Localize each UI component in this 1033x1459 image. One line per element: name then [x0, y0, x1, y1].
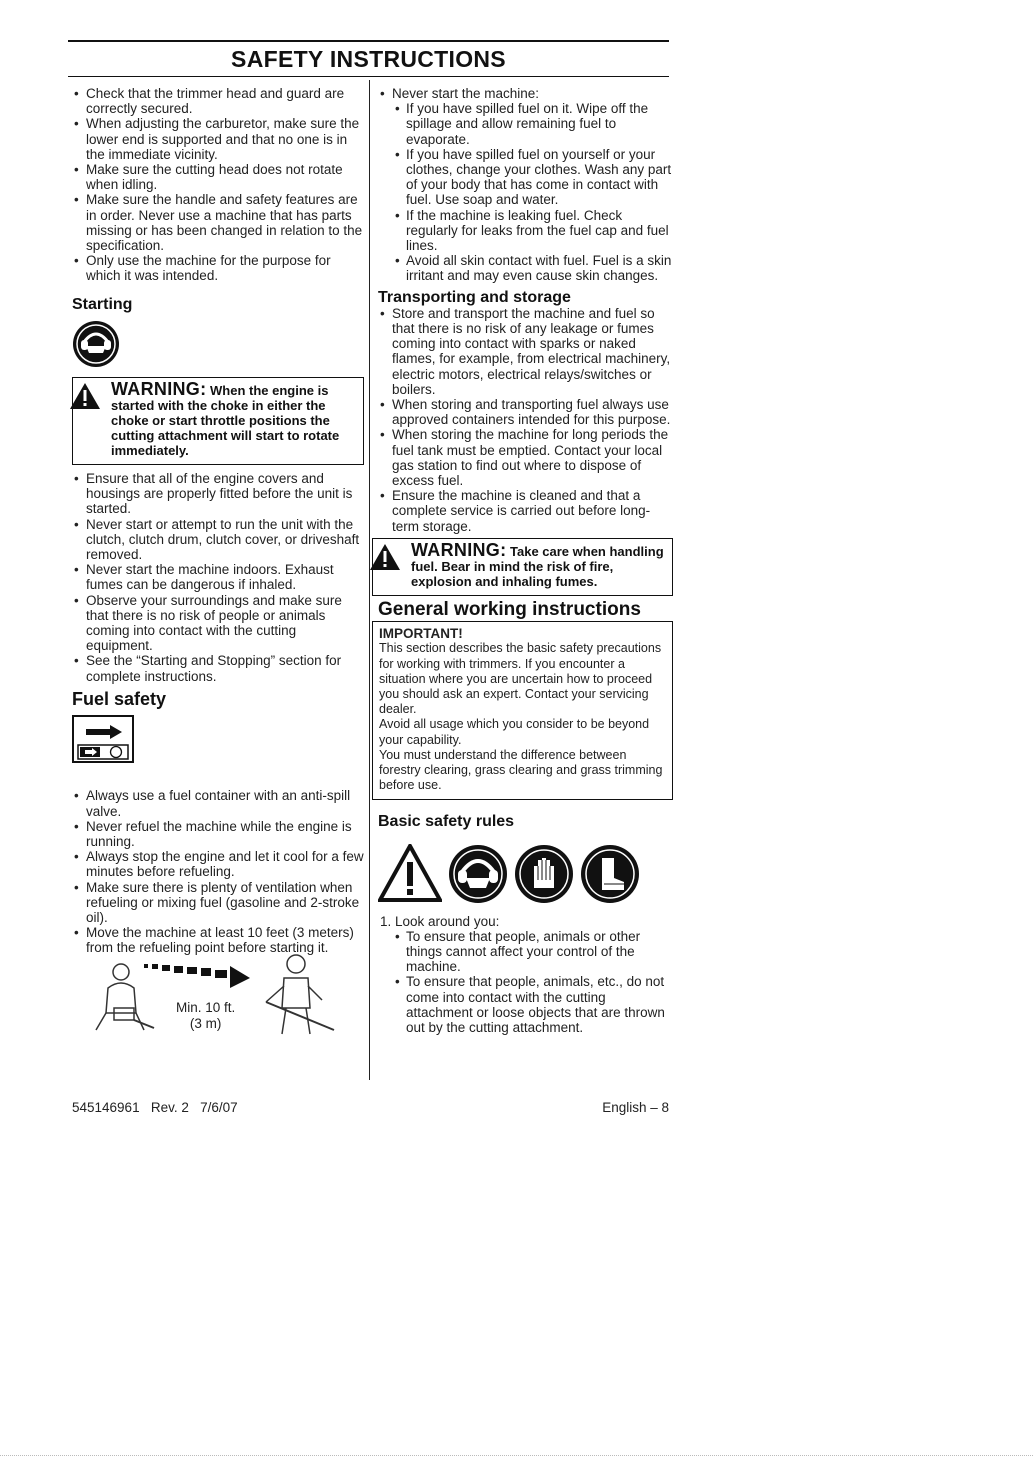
- list-item: • Make sure the handle and safety features are in order. Never use a machine that has parts missing or has been changed in relation to the specification.: [72, 192, 364, 253]
- warning-triangle-icon: [69, 382, 101, 410]
- list-item: • When storing and transporting fuel always use approved containers intended for this purpose.: [378, 397, 673, 427]
- ear-eye-protection-icon: [72, 320, 120, 368]
- refuel-distance-illustration: [72, 950, 364, 1040]
- basic-safety-heading: Basic safety rules: [378, 813, 515, 831]
- list-item: • Observe your surroundings and make sure that there is no risk of people or animals coming into contact with the cutting equipment.: [72, 593, 364, 654]
- distance-meters: (3 m): [189, 1015, 222, 1031]
- distance-label: [176, 1000, 235, 1032]
- header-bottom-rule: [68, 76, 669, 77]
- trimmer-operator-icon: [256, 950, 336, 1038]
- list-item: • When adjusting the carburetor, make sure the lower end is supported and that no one is in the immediate vicinity.: [72, 116, 364, 162]
- list-item: • See the “Starting and Stopping” section for complete instructions.: [72, 653, 364, 683]
- list-item: • When storing the machine for long periods the fuel tank must be emptied. Contact your local gas station to find out where to dispose of excess fuel.: [378, 427, 673, 488]
- list-item: • Move the machine at least 10 feet (3 meters) from the refueling point before starting it.: [72, 925, 364, 955]
- list-item: • Ensure that all of the engine covers and housings are properly fitted before the unit is started.: [72, 471, 364, 517]
- warning-triangle-icon: [378, 844, 442, 902]
- list-item: • Make sure there is plenty of ventilation when refueling or mixing fuel (gasoline and 2-stroke oil).: [72, 880, 364, 926]
- list-item: • Never refuel the machine while the engine is running.: [72, 819, 364, 849]
- never-start-sublist: [378, 101, 673, 283]
- basic-safety-icons: [378, 844, 673, 904]
- list-item: • If you have spilled fuel on it. Wipe off the spillage and allow remaining fuel to evaporate.: [378, 101, 673, 147]
- warning-body: When the engine is started with the choke in either the choke or start throttle positions the cutting attachment will start to rotate immediately.: [111, 383, 340, 459]
- list-item: • Only use the machine for the purpose for which it was intended.: [72, 253, 364, 283]
- transport-list: [378, 306, 673, 534]
- warning-text: [111, 379, 357, 459]
- right-column: [378, 86, 673, 1035]
- dashed-arrow-icon: [144, 960, 254, 990]
- fuel-warning-box: [372, 538, 673, 596]
- header-top-rule: [68, 40, 669, 42]
- look-around-sublist: [378, 929, 673, 1035]
- fuel-tank-icon: [72, 715, 134, 763]
- list-item: • Check that the trimmer head and guard are correctly secured.: [72, 86, 364, 116]
- gloves-icon: [514, 844, 574, 904]
- list-item: [378, 86, 673, 101]
- important-paragraph: Avoid all usage which you consider to be beyond your capability.: [379, 717, 650, 747]
- warning-body: Take care when handling fuel. Bear in mind the risk of fire, explosion and inhaling fumes.: [411, 543, 664, 589]
- warning-text: [411, 539, 666, 589]
- fuel-safety-heading: Fuel safety: [72, 688, 167, 709]
- list-item: • Always stop the engine and let it cool for a few minutes before refueling.: [72, 849, 364, 879]
- list-item: • If you have spilled fuel on yourself or your clothes, change your clothes. Wash any part of your body that has come in contact with fuel. Use soap and water.: [378, 147, 673, 208]
- general-heading: General working instructions: [378, 598, 641, 620]
- doc-number: 545146961 Rev. 2 7/6/07: [72, 1100, 238, 1115]
- warning-word: WARNING:: [111, 379, 207, 400]
- warning-triangle-icon: [369, 543, 401, 571]
- page-title: SAFETY INSTRUCTIONS: [231, 46, 506, 72]
- never-start-lead: Never start the machine:: [392, 86, 540, 101]
- boots-icon: [580, 844, 640, 904]
- list-item: • To ensure that people, animals, etc., do not come into contact with the cutting attachment or loose objects that are thrown out by the cutting attachment.: [378, 974, 673, 1035]
- starting-heading: Starting: [72, 295, 133, 313]
- head-protection-icon: [448, 844, 508, 904]
- fuel-list: [72, 788, 364, 955]
- list-item: • To ensure that people, animals or other things cannot affect your control of the machine.: [378, 929, 673, 975]
- list-item: • Never start or attempt to run the unit with the clutch, clutch drum, clutch cover, or driveshaft removed.: [72, 517, 364, 563]
- page-number: English – 8: [602, 1100, 669, 1115]
- fuel-icons: [72, 715, 364, 766]
- important-paragraph: This section describes the basic safety precautions for working with trimmers. If you encounter a situation where you are uncertain how to proceed you should ask an expert. Contact your servicing dealer.: [379, 641, 662, 717]
- important-heading: IMPORTANT!: [379, 626, 463, 642]
- list-item: • Ensure the machine is cleaned and that a complete service is carried out before long-term storage.: [378, 488, 673, 534]
- left-column: [72, 86, 364, 1040]
- column-divider: [369, 80, 370, 1080]
- page-bottom-edge: [0, 1455, 1033, 1457]
- important-paragraph: You must understand the difference between forestry clearing, grass clearing and grass trimming before use.: [379, 747, 663, 793]
- starting-list: [72, 471, 364, 684]
- never-start-list: [378, 86, 673, 101]
- starting-icons: [72, 320, 364, 371]
- warning-word: WARNING:: [411, 539, 507, 560]
- list-item: • Avoid all skin contact with fuel. Fuel is a skin irritant and may even cause skin changes.: [378, 253, 673, 283]
- numbered-item: 1. Look around you:: [380, 913, 500, 929]
- list-item: • If the machine is leaking fuel. Check regularly for leaks from the fuel cap and fuel lines.: [378, 208, 673, 254]
- transport-heading: Transporting and storage: [378, 288, 571, 306]
- list-item: • Always use a fuel container with an anti-spill valve.: [72, 788, 364, 818]
- important-box: [372, 621, 673, 800]
- starting-warning-box: [72, 377, 364, 465]
- list-item: • Make sure the cutting head does not rotate when idling.: [72, 162, 364, 192]
- list-item: • Store and transport the machine and fuel so that there is no risk of any leakage or fumes coming into contact with sparks or naked flames, for example, from electrical machinery, electric motors, electrical relays/switches or boilers.: [378, 306, 673, 397]
- intro-list: [72, 86, 364, 284]
- distance-feet: Min. 10 ft.: [176, 999, 236, 1015]
- list-item: • Never start the machine indoors. Exhaust fumes can be dangerous if inhaled.: [72, 562, 364, 592]
